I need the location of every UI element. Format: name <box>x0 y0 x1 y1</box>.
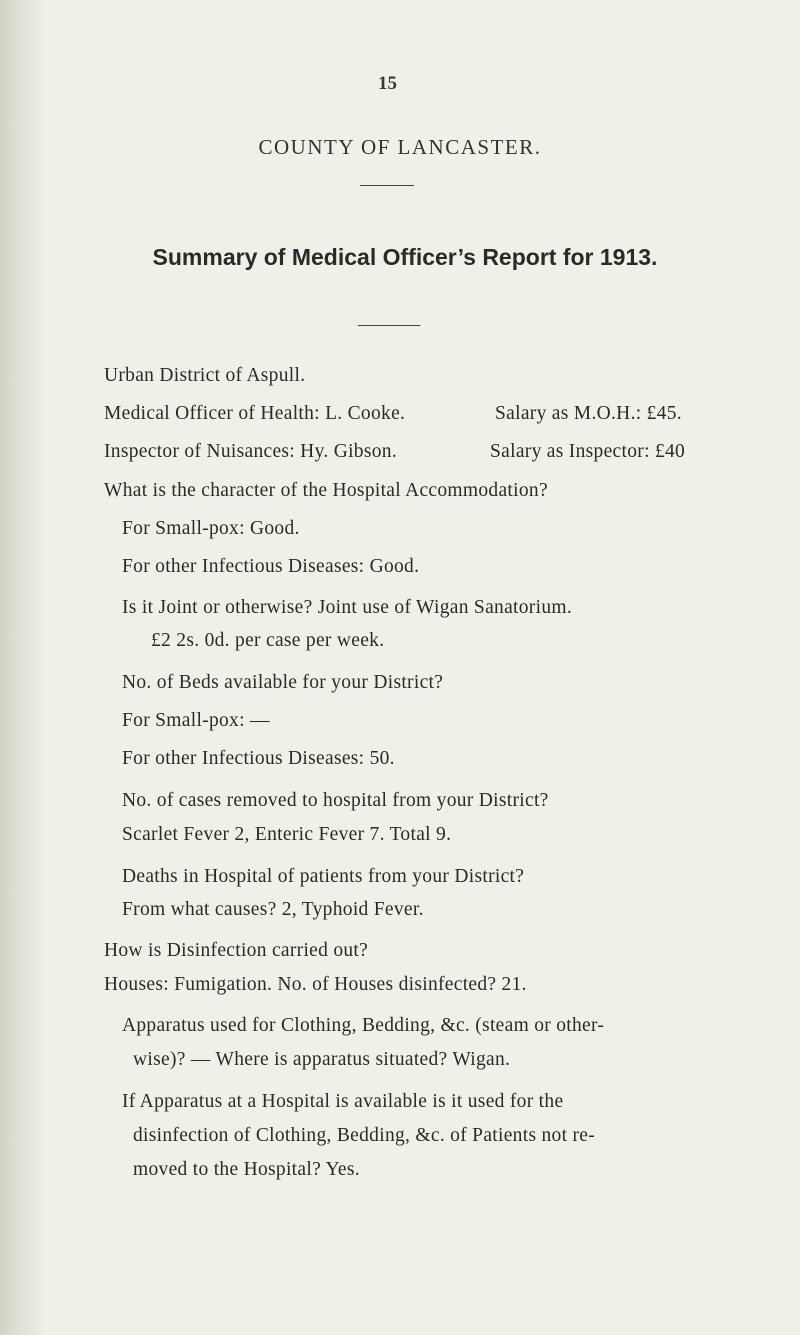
divider-rule <box>360 185 414 186</box>
beds-question: No. of Beds available for your District? <box>122 672 444 693</box>
inspector-name: Inspector of Nuisances: Hy. Gibson. <box>104 441 398 462</box>
divider-rule <box>358 325 420 326</box>
moh-line <box>104 402 682 426</box>
inspector-salary: Salary as Inspector: £40 <box>490 441 686 462</box>
district-line: Urban District of Aspull. <box>104 365 306 386</box>
hospital-question: What is the character of the Hospital Accommodation? <box>104 480 548 501</box>
if-apparatus-line-3: moved to the Hospital? Yes. <box>133 1159 360 1180</box>
beds-infectious: For other Infectious Diseases: 50. <box>122 748 395 769</box>
joint-question: Is it Joint or otherwise? Joint use of Wigan Sanatorium. <box>122 597 573 618</box>
smallpox-character: For Small-pox: Good. <box>122 518 300 539</box>
page-number: 15 <box>378 73 397 94</box>
houses-answer: Houses: Fumigation. No. of Houses disinfected? 21. <box>104 974 527 995</box>
moh-salary: Salary as M.O.H.: £45. <box>495 403 682 424</box>
apparatus-line-1: Apparatus used for Clothing, Bedding, &c. (steam or other- <box>122 1015 605 1036</box>
infectious-character: For other Infectious Diseases: Good. <box>122 556 420 577</box>
beds-smallpox: For Small-pox: — <box>122 710 270 731</box>
cases-answer: Scarlet Fever 2, Enteric Fever 7. Total 9. <box>122 824 452 845</box>
page-spine-shadow <box>0 0 46 1335</box>
deaths-question: Deaths in Hospital of patients from your District? <box>122 866 525 887</box>
county-title: COUNTY OF LANCASTER. <box>258 135 542 159</box>
joint-cost: £2 2s. 0d. per case per week. <box>151 630 385 651</box>
if-apparatus-line-1: If Apparatus at a Hospital is available is it used for the <box>122 1091 564 1112</box>
cases-question: No. of cases removed to hospital from your District? <box>122 790 549 811</box>
moh-name: Medical Officer of Health: L. Cooke. <box>104 403 406 424</box>
report-title: Summary of Medical Officer’s Report for 1913. <box>152 244 658 270</box>
deaths-answer: From what causes? 2, Typhoid Fever. <box>122 899 424 920</box>
if-apparatus-line-2: disinfection of Clothing, Bedding, &c. of Patients not re- <box>133 1125 596 1146</box>
inspector-line <box>104 440 686 464</box>
apparatus-line-2: wise)? — Where is apparatus situated? Wigan. <box>133 1049 511 1070</box>
disinfection-question: How is Disinfection carried out? <box>104 940 369 961</box>
